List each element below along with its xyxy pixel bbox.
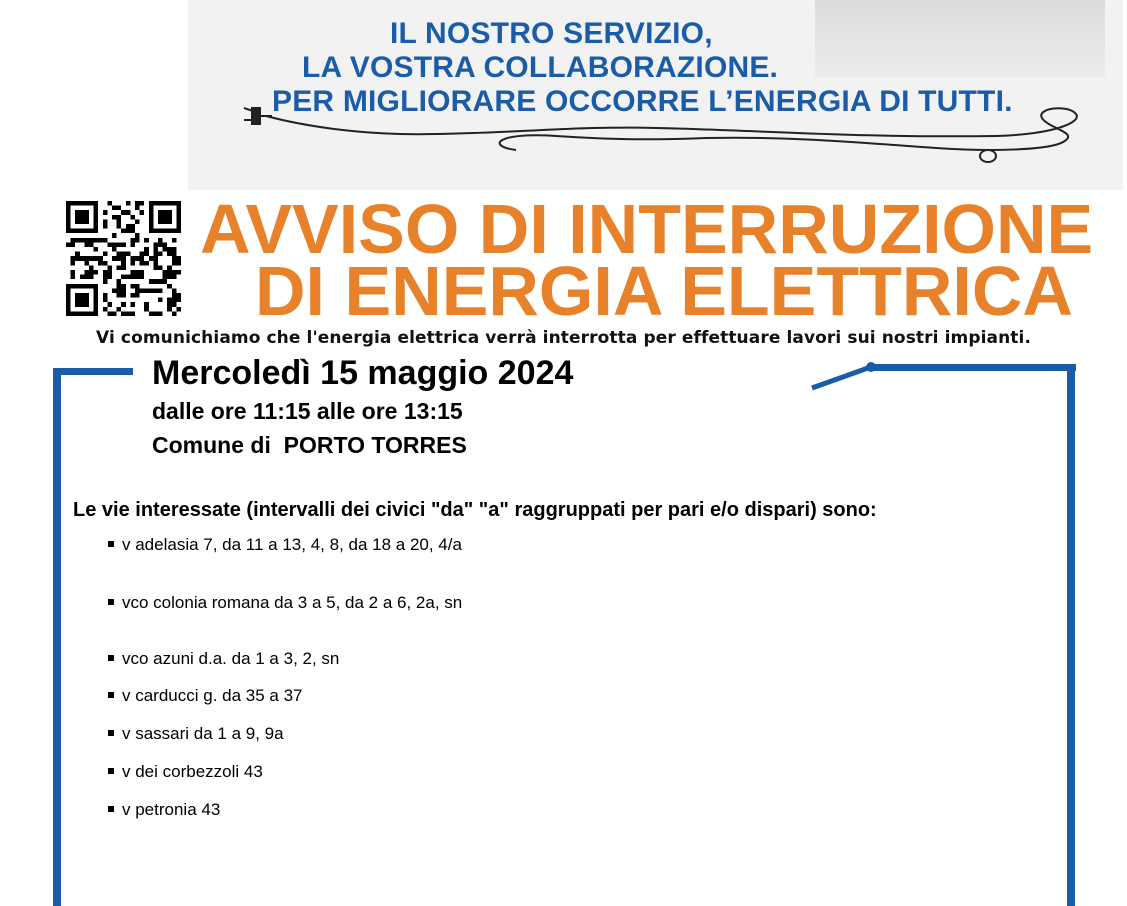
street-text: v petronia 43 [122,800,221,819]
list-item [108,592,502,614]
frame-border-right [1067,364,1075,906]
list-item [108,799,502,821]
bullet-icon [108,541,114,547]
list-item [108,723,502,745]
list-item [108,648,502,670]
bullet-icon [108,806,114,812]
tagline-line-2: LA VOSTRA COLLABORAZIONE. [302,51,779,84]
plug-cable-icon [808,358,878,394]
list-item [108,534,502,556]
bullet-icon [108,692,114,698]
frame-border-left [53,368,61,906]
list-item [108,685,502,707]
bullet-icon [108,599,114,605]
street-text: v dei corbezzoli 43 [122,762,263,781]
bullet-icon [108,730,114,736]
street-text: vco azuni d.a. da 1 a 3, 2, sn [122,649,340,668]
qr-code-icon[interactable] [66,201,181,316]
intro-text: Vi comunichiamo che l'energia elettrica verrà interrotta per effettuare lavori sui nostri impianti. [96,328,1031,348]
street-text: v sassari da 1 a 9, 9a [122,724,284,743]
frame-border-top-left [53,368,133,375]
plug-cable-icon [236,96,1096,176]
header-photo [815,0,1105,78]
street-text: v carducci g. da 35 a 37 [122,686,303,705]
interruption-date: Mercoledì 15 maggio 2024 [152,354,574,392]
list-item [108,761,502,783]
streets-heading: Le vie interessate (intervalli dei civici "da" "a" raggruppati per pari e/o dispari) sono: [73,499,877,521]
bullet-icon [108,768,114,774]
bullet-icon [108,655,114,661]
title-line-2: DI ENERGIA ELETTRICA [255,252,1073,330]
street-text: v adelasia 7, da 11 a 13, 4, 8, da 18 a 20, 4/a [122,535,462,554]
street-text: vco colonia romana da 3 a 5, da 2 a 6, 2a, sn [122,593,463,612]
interruption-comune: Comune di PORTO TORRES [152,432,467,458]
interruption-hours: dalle ore 11:15 alle ore 13:15 [152,398,463,424]
tagline-line-1: IL NOSTRO SERVIZIO, [390,17,713,50]
frame-border-top-right [868,364,1076,371]
title-line-1: AVVISO DI INTERRUZIONE [200,190,1094,268]
tagline-line-3: PER MIGLIORARE OCCORRE L’ENERGIA DI TUTTI. [272,85,1013,118]
